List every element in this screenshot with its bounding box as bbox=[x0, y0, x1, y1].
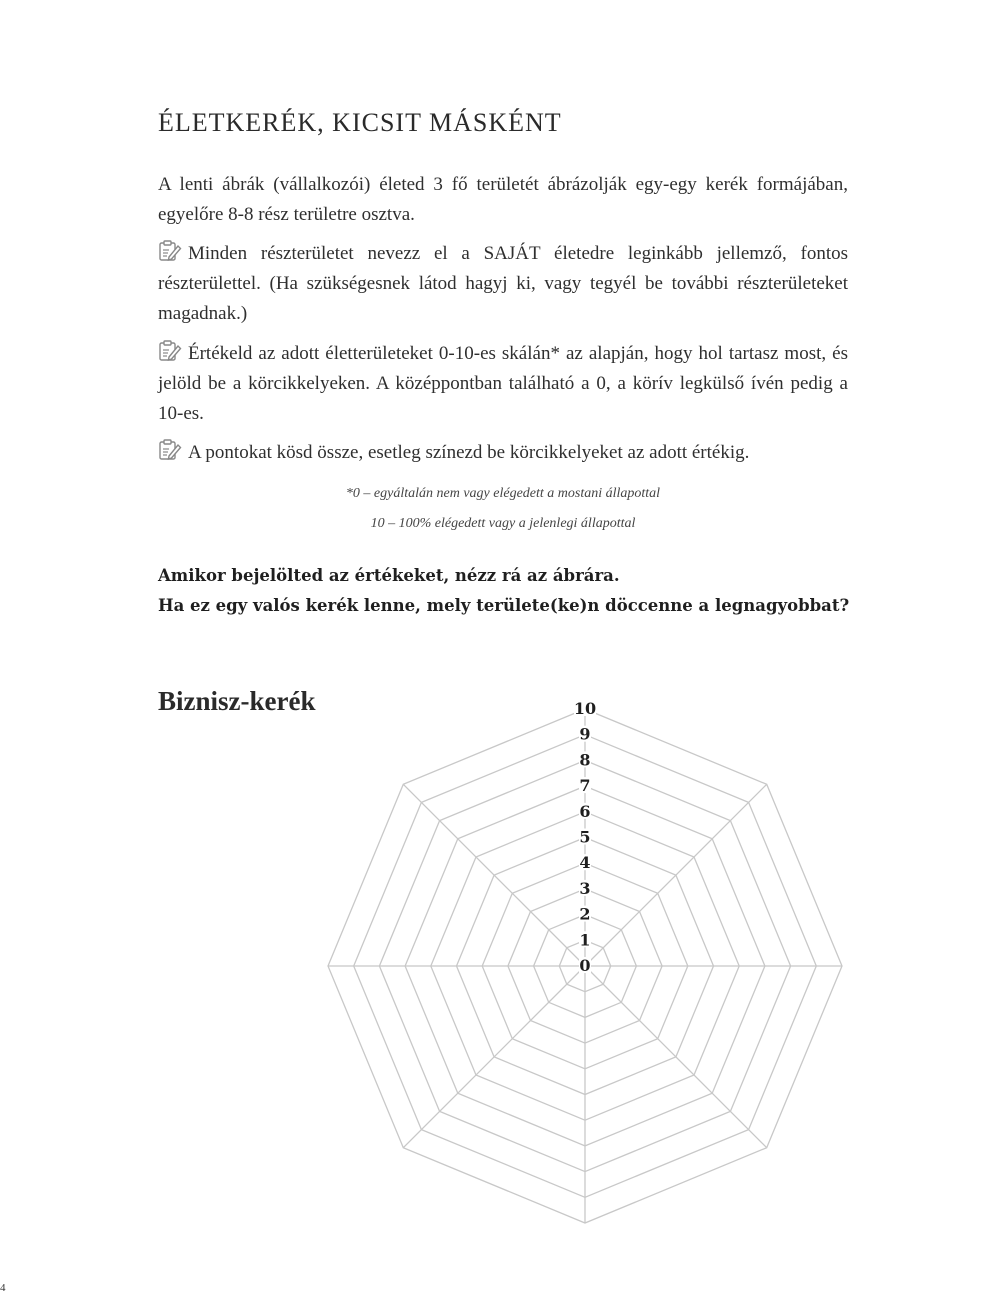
scale-label-9: 9 bbox=[579, 724, 591, 744]
footnote-scale-max: 10 – 100% elégedett vagy a jelenlegi állapottal bbox=[370, 516, 636, 531]
step-1-text: Minden részterületet nevezz el a SAJÁT életedre leginkább jellemző, fontos részterülettel. (Ha szükségesnek látod hagyj ki, vagy tegyél be további részterületeket magadnak.) bbox=[158, 243, 848, 324]
scale-label-3: 3 bbox=[579, 878, 591, 898]
scale-label-0: 0 bbox=[579, 956, 591, 975]
scale-label-10: 10 bbox=[573, 699, 597, 718]
step-2-text: Értékeld az adott életterületeket 0-10-es skálán* az alapján, hogy hol tartasz most, és jelöld be a körcikkelyeken. A középpontban található a 0, a körív legkülső ívén pedig a 10-es. bbox=[158, 343, 848, 424]
scale-label-7: 7 bbox=[579, 776, 591, 796]
intro-paragraph: A lenti ábrák (vállalkozói) életed 3 fő területét ábrázolják egy-egy kerék formájában, egyelőre 8-8 rész területre osztva. bbox=[158, 174, 848, 225]
chart-title: Biznisz-kerék bbox=[158, 686, 316, 716]
scale-label-2: 2 bbox=[579, 904, 591, 924]
question-line-2: Ha ez egy valós kerék lenne, mely területe(ke)n döccenne a legnagyobbat? bbox=[158, 596, 850, 615]
page-title: ÉLETKERÉK, KICSIT MÁSKÉNT bbox=[158, 108, 562, 137]
step-3-text: A pontokat kösd össze, esetleg színezd be körcikkelyeket az adott értékig. bbox=[188, 442, 750, 463]
scale-label-6: 6 bbox=[579, 801, 591, 821]
scale-label-4: 4 bbox=[579, 853, 591, 873]
scale-label-8: 8 bbox=[579, 750, 591, 770]
footnote-scale-min: *0 – egyáltalán nem vagy elégedett a mostani állapottal bbox=[345, 486, 661, 501]
page-number: 4 bbox=[0, 1282, 6, 1294]
scale-label-1: 1 bbox=[579, 930, 591, 950]
question-line-1: Amikor bejelölted az értékeket, nézz rá az ábrára. bbox=[158, 566, 620, 585]
scale-label-5: 5 bbox=[579, 827, 591, 847]
